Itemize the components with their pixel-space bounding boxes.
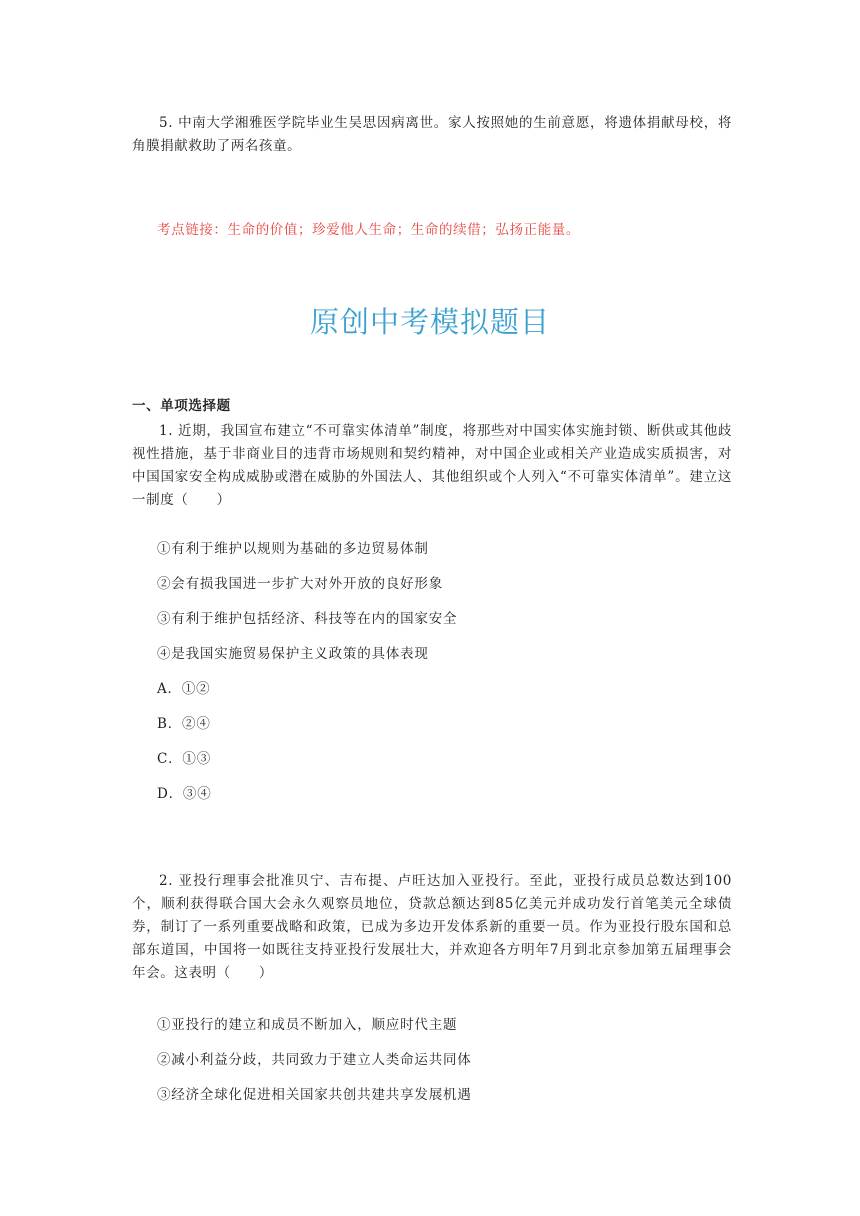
knowledge-link: 考点链接：生命的价值；珍爱他人生命；生命的续借；弘扬正能量。 <box>157 222 580 238</box>
q1-choice-b: B．②④ <box>157 716 211 732</box>
page-title: 原创中考模拟题目 <box>309 305 550 339</box>
q1-choice-a: A．①② <box>157 681 211 697</box>
q1-statement-2: ②会有损我国进一步扩大对外开放的良好形象 <box>157 576 443 592</box>
section-heading: 一、单项选择题 <box>132 398 231 414</box>
q1-statement-4: ④是我国实施贸易保护主义政策的具体表现 <box>157 646 429 662</box>
q1-statement-1: ①有利于维护以规则为基础的多边贸易体制 <box>157 541 429 557</box>
question-1-stem: 1. 近期，我国宣布建立“不可靠实体清单”制度，将那些对中国实体实施封锁、断供或其他歧视性措施，基于非商业目的违背市场规则和契约精神，对中国企业或相关产业造成实质损害，对中国国家安全构成威胁或潜在威胁的外国法人、其他组织或个人列入“不可靠实体清单”。建立这一制度（ ） <box>132 423 732 508</box>
item-5-paragraph: 5. 中南大学湘雅医学院毕业生吴思因病离世。家人按照她的生前意愿，将遗体捐献母校，将角膜捐献救助了两名孩童。 <box>132 115 732 154</box>
q1-choice-d: D．③④ <box>157 786 212 802</box>
q1-choice-c: C．①③ <box>157 751 212 767</box>
q2-statement-3: ③经济全球化促进相关国家共创共建共享发展机遇 <box>157 1087 472 1103</box>
q1-statement-3: ③有利于维护包括经济、科技等在内的国家安全 <box>157 611 458 627</box>
q2-statement-2: ②减小利益分歧，共同致力于建立人类命运共同体 <box>157 1052 472 1068</box>
q2-statement-1: ①亚投行的建立和成员不断加入，顺应时代主题 <box>157 1017 458 1033</box>
question-2-stem: 2. 亚投行理事会批准贝宁、吉布提、卢旺达加入亚投行。至此，亚投行成员总数达到100个，顺利获得联合国大会永久观察员地位，贷款总额达到85亿美元并成功发行首笔美元全球债券，制订了一系列重要战略和政策，已成为多边开发体系新的重要一员。作为亚投行股东国和总部东道国，中国将一如既往支持亚投行发展壮大，并欢迎各方明年7月到北京参加第五届理事会年会。这表明（ ） <box>132 873 732 981</box>
